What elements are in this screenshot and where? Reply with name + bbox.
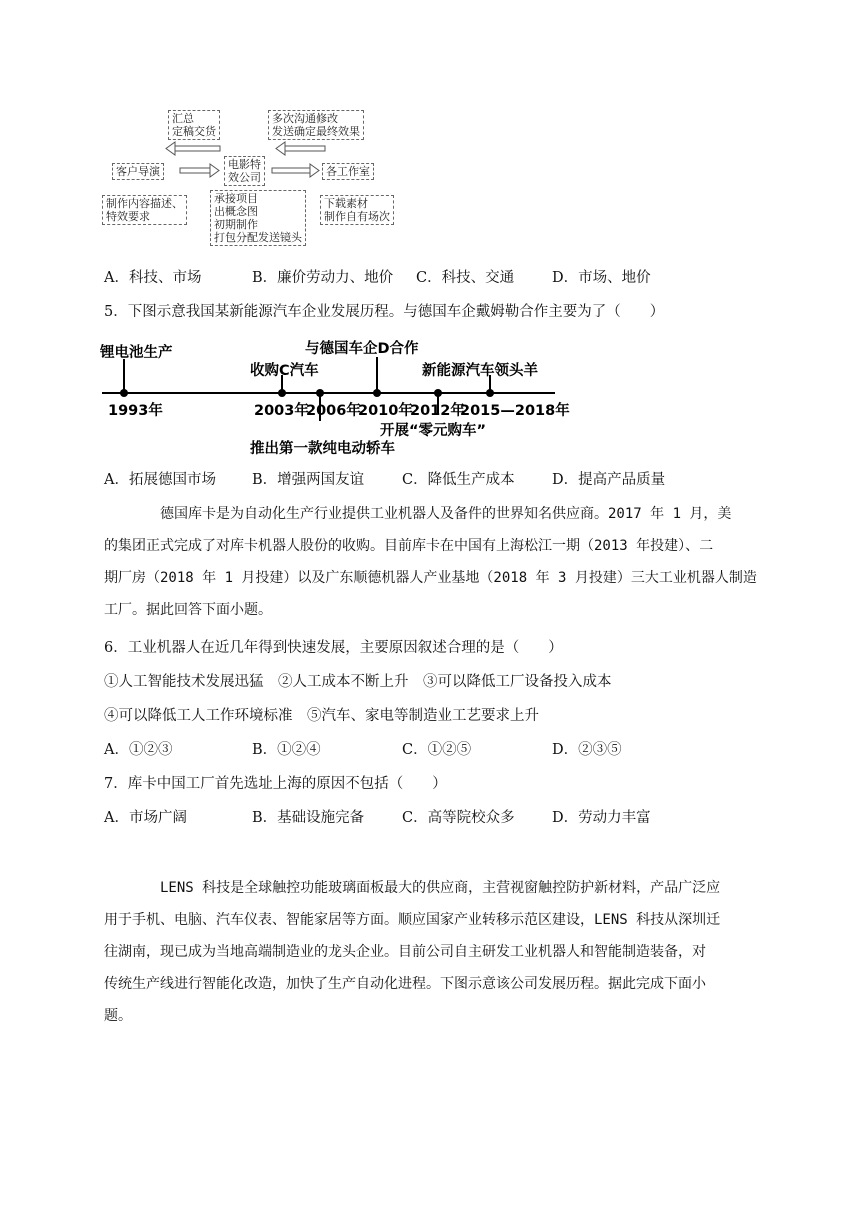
q7-option-b[interactable]: B．基础设施完备 bbox=[252, 810, 365, 826]
timeline-year-2006: 2006年 bbox=[306, 403, 361, 419]
passage-lens-line-5: 题。 bbox=[104, 1008, 132, 1024]
q7-stem: 7．库卡中国工厂首先选址上海的原因不包括（ ） bbox=[104, 776, 447, 792]
q6-option-a[interactable]: A．①②③ bbox=[104, 742, 173, 758]
q4-option-a[interactable]: A．科技、市场 bbox=[104, 270, 202, 286]
timeline-dot-1993 bbox=[120, 389, 128, 397]
timeline-event-first-ev: 推出第一款纯电动轿车 bbox=[250, 441, 395, 457]
q5-option-b[interactable]: B．增强两国友谊 bbox=[252, 472, 365, 488]
passage-lens-line-1: LENS 科技是全球触控功能玻璃面板最大的供应商，主营视窗触控防护新材料，产品广泛应 bbox=[160, 880, 721, 896]
passage-lens-line-4: 传统生产线进行智能化改造，加快了生产自动化进程。下图示意该公司发展历程。据此完成下面小 bbox=[104, 976, 706, 992]
q6-items-2: ④可以降低工人工作环境标准 ⑤汽车、家电等制造业工艺要求上升 bbox=[104, 708, 539, 724]
box-materials: 下载素材 制作自有场次 bbox=[320, 195, 394, 225]
passage-kuka-line-2: 的集团正式完成了对库卡机器人股份的收购。目前库卡在中国有上海松江一期（2013 年投建）、二 bbox=[104, 538, 714, 554]
q4-option-b[interactable]: B．廉价劳动力、地价 bbox=[252, 270, 394, 286]
passage-lens-line-3: 往湖南，现已成为当地高端制造业的龙头企业。目前公司自主研发工业机器人和智能制造装备，对 bbox=[104, 944, 706, 960]
timeline-year-1993: 1993年 bbox=[108, 403, 163, 419]
timeline-year-2015-2018: 2015—2018年 bbox=[460, 403, 570, 419]
timeline-event-leader: 新能源汽车领头羊 bbox=[422, 363, 538, 379]
timeline-dot-2006 bbox=[316, 389, 324, 397]
timeline-year-2010: 2010年 bbox=[358, 403, 413, 419]
box-company: 电影特 效公司 bbox=[224, 156, 265, 186]
passage-lens bbox=[104, 872, 764, 1032]
q5-option-a[interactable]: A．拓展德国市场 bbox=[104, 472, 216, 488]
arrow-client-to-company bbox=[180, 164, 219, 177]
timeline-year-2003: 2003年 bbox=[254, 403, 309, 419]
box-client: 客户导演 bbox=[112, 163, 164, 180]
q7-option-d[interactable]: D．劳动力丰富 bbox=[552, 810, 651, 826]
passage-kuka-line-4: 工厂。据此回答下面小题。 bbox=[104, 602, 272, 618]
q6-option-c[interactable]: C．①②⑤ bbox=[402, 742, 472, 758]
box-revise: 多次沟通修改 发送确定最终效果 bbox=[268, 110, 364, 140]
timeline-dot-2012 bbox=[434, 389, 442, 397]
timeline-dot-2010 bbox=[373, 389, 381, 397]
passage-kuka bbox=[104, 498, 764, 626]
workflow-diagram bbox=[100, 108, 390, 253]
q6-items-1: ①人工智能技术发展迅猛 ②人工成本不断上升 ③可以降低工厂设备投入成本 bbox=[104, 674, 612, 690]
q6-option-b[interactable]: B．①②④ bbox=[252, 742, 321, 758]
passage-lens-line-2: 用于手机、电脑、汽车仪表、智能家居等方面。顺应国家产业转移示范区建设，LENS 科技从深圳迁 bbox=[104, 912, 721, 928]
passage-kuka-line-1: 德国库卡是为自动化生产行业提供工业机器人及备件的世界知名供应商。2017 年 1 月，美 bbox=[160, 506, 732, 522]
timeline-event-zero-purchase: 开展“零元购车” bbox=[380, 423, 487, 439]
q5-option-d[interactable]: D．提高产品质量 bbox=[552, 472, 666, 488]
q4-option-d[interactable]: D．市场、地价 bbox=[552, 270, 651, 286]
q5-stem: 5．下图示意我国某新能源汽车企业发展历程。与德国车企戴姆勒合作主要为了（ ） bbox=[104, 304, 665, 320]
box-project: 承接项目 出概念图 初期制作 打包分配发送镜头 bbox=[210, 190, 306, 246]
q6-option-d[interactable]: D．②③⑤ bbox=[552, 742, 622, 758]
q5-timeline bbox=[100, 335, 570, 460]
timeline-event-battery: 锂电池生产 bbox=[100, 345, 173, 361]
q4-option-c[interactable]: C．科技、交通 bbox=[416, 270, 515, 286]
arrow-to-company-top bbox=[276, 142, 325, 155]
timeline-dot-2015 bbox=[486, 389, 494, 397]
box-studio: 各工作室 bbox=[322, 163, 374, 180]
q7-option-c[interactable]: C．高等院校众多 bbox=[402, 810, 515, 826]
passage-kuka-line-3: 期厂房（2018 年 1 月投建）以及广东顺德机器人产业基地（2018 年 3 月投建）三大工业机器人制造 bbox=[104, 570, 757, 586]
q7-option-a[interactable]: A．市场广阔 bbox=[104, 810, 187, 826]
timeline-dot-2003 bbox=[278, 389, 286, 397]
box-summary: 汇总 定稿交货 bbox=[168, 110, 220, 140]
arrow-company-to-studio bbox=[272, 164, 319, 177]
timeline-event-cooperate: 与德国车企D合作 bbox=[305, 341, 419, 357]
box-requirements: 制作内容描述、 特效要求 bbox=[102, 195, 187, 225]
timeline-event-acquire: 收购C汽车 bbox=[250, 363, 319, 379]
q6-stem: 6．工业机器人在近几年得到快速发展，主要原因叙述合理的是（ ） bbox=[104, 640, 563, 656]
timeline-year-2012: 2012年 bbox=[410, 403, 465, 419]
q5-option-c[interactable]: C．降低生产成本 bbox=[402, 472, 515, 488]
arrow-to-client-top bbox=[166, 142, 220, 155]
